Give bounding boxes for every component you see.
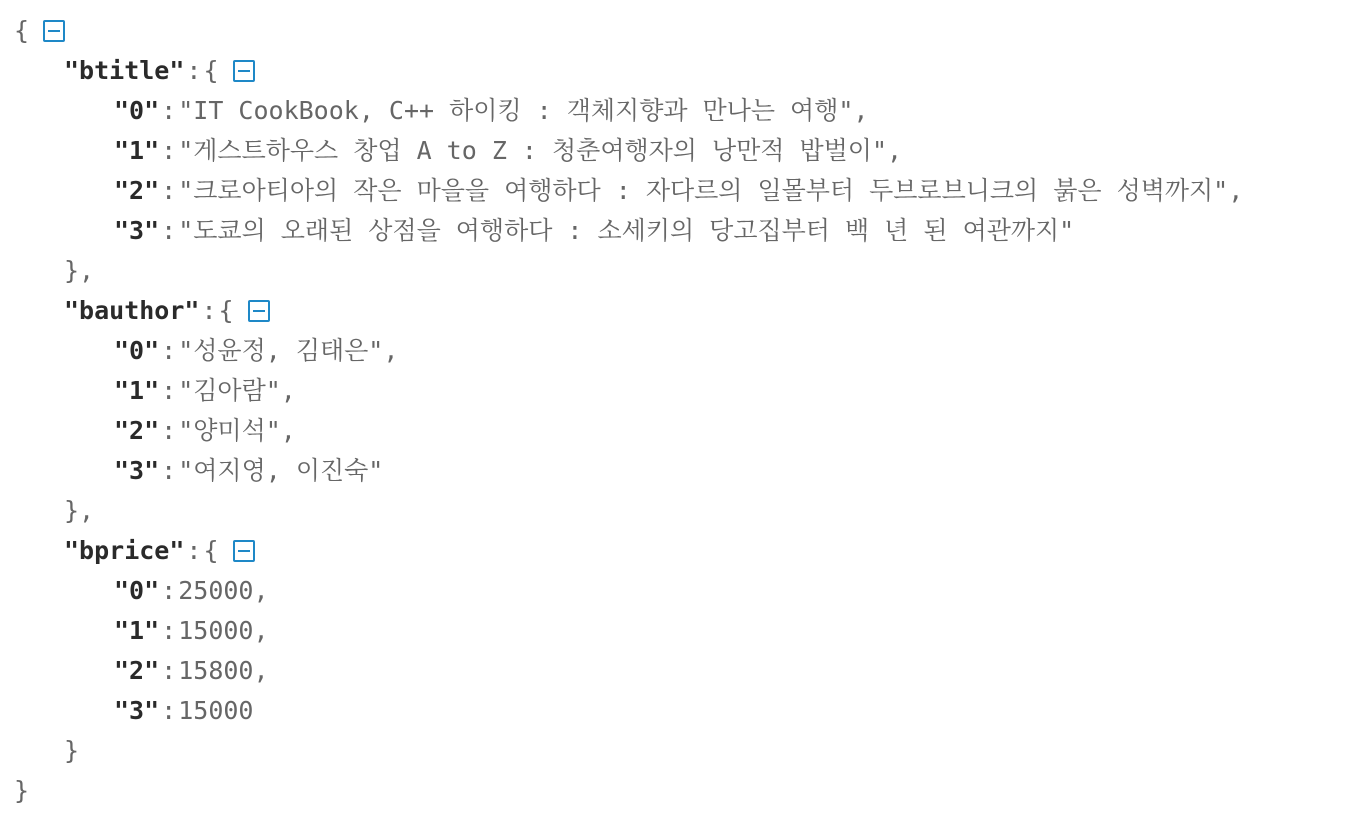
bprice-collapse-toggle[interactable] [233, 540, 255, 562]
entry-key: "3" [114, 696, 160, 725]
root-open-brace: { [14, 16, 30, 45]
section-bauthor-close [14, 491, 1352, 531]
open-brace: { [203, 536, 219, 565]
section-bauthor-header [14, 291, 1352, 331]
comma: , [253, 616, 269, 645]
comma: , [253, 656, 269, 685]
json-entry [14, 451, 1352, 491]
colon: : [161, 656, 177, 685]
section-btitle-close [14, 251, 1352, 291]
entry-key: "0" [114, 336, 160, 365]
comma: , [280, 416, 296, 445]
comma: , [383, 336, 399, 365]
entry-value: "IT CookBook, C++ 하이킹 : 객체지향과 만나는 여행" [178, 96, 854, 125]
entry-value: "성윤정, 김태은" [178, 336, 384, 365]
btitle-collapse-toggle[interactable] [233, 60, 255, 82]
minus-icon [238, 70, 250, 73]
entry-value: 15800 [178, 656, 254, 685]
comma: , [853, 96, 869, 125]
json-entry [14, 91, 1352, 131]
comma: , [280, 376, 296, 405]
colon: : [161, 576, 177, 605]
close-brace: }, [64, 496, 95, 525]
colon: : [161, 456, 177, 485]
entry-value: "여지영, 이진숙" [178, 456, 384, 485]
json-entry [14, 411, 1352, 451]
json-entry [14, 171, 1352, 211]
entry-key: "1" [114, 136, 160, 165]
colon: : [186, 536, 202, 565]
colon: : [201, 296, 217, 325]
open-brace: { [218, 296, 234, 325]
open-brace: { [203, 56, 219, 85]
colon: : [161, 136, 177, 165]
json-entry [14, 331, 1352, 371]
entry-key: "0" [114, 96, 160, 125]
entry-value: "게스트하우스 창업 A to Z : 청춘여행자의 낭만적 밥벌이" [178, 136, 887, 165]
json-entry [14, 131, 1352, 171]
colon: : [161, 336, 177, 365]
json-root-open [14, 11, 1352, 51]
entry-value: 25000 [178, 576, 254, 605]
entry-value: "도쿄의 오래된 상점을 여행하다 : 소세키의 당고집부터 백 년 된 여관까지" [178, 216, 1075, 245]
minus-icon [238, 550, 250, 553]
json-entry [14, 371, 1352, 411]
section-bprice-close [14, 731, 1352, 771]
entry-value: 15000 [178, 616, 254, 645]
colon: : [161, 216, 177, 245]
section-key: "bauthor" [64, 296, 200, 325]
root-close-brace: } [14, 776, 30, 805]
entry-key: "2" [114, 656, 160, 685]
colon: : [161, 96, 177, 125]
entry-key: "2" [114, 176, 160, 205]
colon: : [186, 56, 202, 85]
bauthor-collapse-toggle[interactable] [248, 300, 270, 322]
minus-icon [48, 30, 60, 33]
close-brace: }, [64, 256, 95, 285]
section-key: "btitle" [64, 56, 185, 85]
colon: : [161, 416, 177, 445]
colon: : [161, 176, 177, 205]
minus-icon [253, 310, 265, 313]
colon: : [161, 616, 177, 645]
json-entry [14, 211, 1352, 251]
json-root-close [14, 771, 1352, 811]
section-btitle-header [14, 51, 1352, 91]
entry-key: "2" [114, 416, 160, 445]
colon: : [161, 376, 177, 405]
comma: , [1228, 176, 1244, 205]
entry-value: "김아람" [178, 376, 281, 405]
entry-key: "3" [114, 216, 160, 245]
entry-key: "1" [114, 616, 160, 645]
json-entry [14, 651, 1352, 691]
colon: : [161, 696, 177, 725]
json-entry [14, 611, 1352, 651]
entry-value: 15000 [178, 696, 254, 725]
entry-key: "3" [114, 456, 160, 485]
entry-key: "0" [114, 576, 160, 605]
json-entry [14, 691, 1352, 731]
comma: , [887, 136, 903, 165]
comma: , [253, 576, 269, 605]
section-key: "bprice" [64, 536, 185, 565]
close-brace: } [64, 736, 80, 765]
entry-value: "양미석" [178, 416, 281, 445]
root-collapse-toggle[interactable] [43, 20, 65, 42]
json-entry [14, 571, 1352, 611]
entry-key: "1" [114, 376, 160, 405]
section-bprice-header [14, 531, 1352, 571]
entry-value: "크로아티아의 작은 마을을 여행하다 : 자다르의 일몰부터 두브로브니크의 붉은 성벽까지" [178, 176, 1229, 205]
